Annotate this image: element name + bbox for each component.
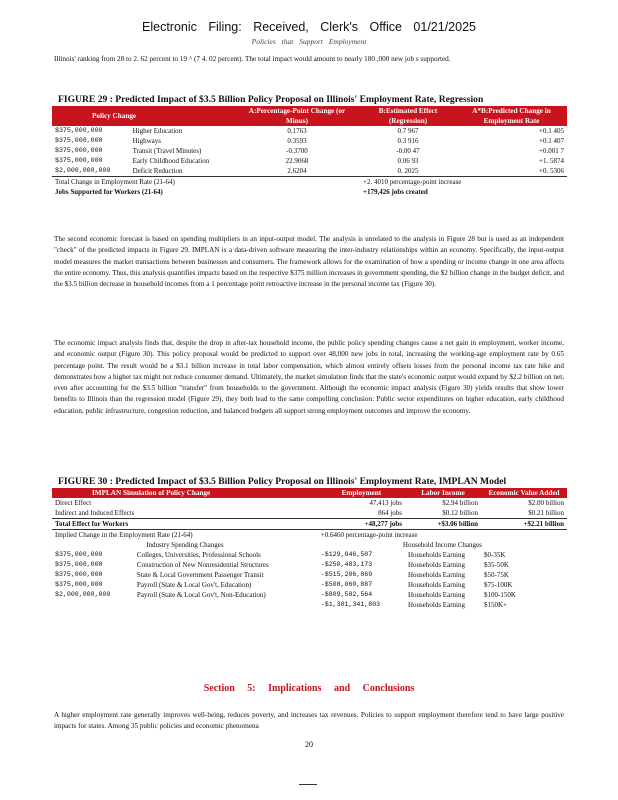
row-policy: Deficit Reduction xyxy=(132,167,183,175)
table-row xyxy=(52,600,567,610)
row-predicted: +0.001 7 xyxy=(539,147,564,155)
table-row xyxy=(52,136,567,146)
row-amount: $375,000,000 xyxy=(55,147,103,154)
page-number: 20 xyxy=(305,740,313,749)
total-employment: +48,277 jobs xyxy=(318,519,405,530)
running-header: Policies that Support Employment xyxy=(251,37,367,46)
household-label: Households Earning xyxy=(408,601,465,609)
total-economic-value: +$2.21 billion xyxy=(481,519,567,530)
household-label: Households Earning xyxy=(408,591,465,599)
implied-change-value: +0.6460 percentage-point increase xyxy=(318,530,567,541)
intro-paragraph: Illinois' ranking from 28 to 2. 62 percent to 19 ^ (7 4. 02 percent). The total impact would amount to nearly 180 ,000 new job s supported. xyxy=(54,55,451,63)
household-amount: -$508,060,887 xyxy=(320,581,373,588)
spend-amount: $375,000,000 xyxy=(55,571,103,578)
table-row xyxy=(52,126,567,136)
jobs-supported-label: Jobs Supported for Workers (21-64) xyxy=(55,188,163,196)
figure-30-table xyxy=(52,488,567,610)
household-label: Households Earning xyxy=(408,561,465,569)
jobs-supported-value: +179,426 jobs created xyxy=(363,188,428,196)
total-change-label: Total Change in Employment Rate (21-64) xyxy=(52,177,360,188)
row-amount: $375,000,000 xyxy=(55,127,103,134)
col-implan-simulation: IMPLAN Simulation of Policy Change xyxy=(52,488,318,498)
row-policy: Highways xyxy=(132,137,161,145)
table-row xyxy=(52,550,567,560)
row-effect-name: Indirect and Induced Effects xyxy=(55,509,135,517)
spend-industry: Colleges, Universities, Professional Schools xyxy=(136,551,261,559)
row-amount: $375,000,000 xyxy=(55,137,103,144)
total-labor-income: +$3.06 billion xyxy=(405,519,481,530)
household-range: $100-150K xyxy=(484,591,516,599)
row-policy: Higher Education xyxy=(132,127,183,135)
col-employment: Employment xyxy=(318,488,405,498)
total-effect-row xyxy=(52,519,567,530)
row-amount: $2,000,000,000 xyxy=(55,167,111,174)
col-labor-income: Labor Income xyxy=(405,488,481,498)
table-row xyxy=(52,166,567,177)
row-pct-change: 0.1763 xyxy=(287,127,307,135)
household-amount: -$1,301,341,803 xyxy=(320,601,381,608)
row-employment: 47,413 jobs xyxy=(369,499,402,507)
table-row xyxy=(52,590,567,600)
paragraph-implications: A higher employment rate generally improves well-being, reduces poverty, and increases tax revenues. Policies to support employment therefore tend to have large positive impacts for states. Among 35 public policies and economic phenomena xyxy=(54,711,564,731)
spend-amount: $375,000,000 xyxy=(55,581,103,588)
col-economic-value: Economic Value Added xyxy=(481,488,567,498)
household-label: Households Earning xyxy=(408,571,465,579)
col-policy-change: Policy Change xyxy=(52,106,234,126)
row-pct-change: 2.6204 xyxy=(287,167,307,175)
table-row xyxy=(52,156,567,166)
paragraph-implan-results: The economic impact analysis finds that, despite the drop in after-tax household income, the public policy spending changes cause a net gain in employment, worker income, and economic output (Figure 30). This policy proposal would be predicted to support over 48,000 new jobs in total, increasing the working-age employment rate by 0.65 percentage point. The result would be a $3.1 billion increase in total labor compensation, which almost entirely offsets losses from the personal income tax rate hike and demonstrates how a higher tax might not reduce consumer demand. Ultimately, the market simulation finds that the state's economic output would expand by $2.2 billion on net, even after accounting for the $3.5 billion "transfer" from households to the government. Although the economic impact analysis (Figure 30) yields results that show lower benefits to Illinois than the regression model (Figure 29), they both lead to the same compelling conclusion: Public sector expenditures on higher education, early childhood education, public infrastructure, congestion reduction, and balanced budgets all support strong employment outcomes and improve the economy. xyxy=(54,339,564,415)
row-policy: Early Childhood Education xyxy=(132,157,210,165)
spend-amount xyxy=(52,600,134,610)
row-policy: Transit (Travel Minutes) xyxy=(132,147,202,155)
total-change-value: +2. 4010 percentage-point increase xyxy=(360,177,567,188)
implied-change-label: Implied Change in the Employment Rate (21-64) xyxy=(52,530,318,541)
household-amount: -$250,483,173 xyxy=(320,561,373,568)
spend-industry: Payroll (State & Local Gov't, Non-Education) xyxy=(136,591,266,599)
total-effect-label: Total Effect for Workers xyxy=(52,519,318,530)
row-amount: $375,000,000 xyxy=(55,157,103,164)
row-effect: 0.3 916 xyxy=(397,137,419,145)
row-effect: -0.00 47 xyxy=(396,147,420,155)
jobs-supported-row xyxy=(52,187,567,197)
household-label: Households Earning xyxy=(408,581,465,589)
col-estimated-effect: B:Estimated Effect (Regression) xyxy=(360,106,456,126)
spend-industry: Payroll (State & Local Gov't, Education) xyxy=(136,581,252,589)
section-title: Section 5: Implications and Conclusions xyxy=(203,683,415,694)
spending-subheader-row xyxy=(52,540,567,550)
row-effect: 0.7 967 xyxy=(397,127,419,135)
row-economic-value: $0.21 billion xyxy=(528,509,564,517)
spend-industry: Construction of New Nonresidential Structures xyxy=(136,561,269,569)
table-row xyxy=(52,146,567,156)
row-economic-value: $2.00 billion xyxy=(528,499,564,507)
household-range: $50-75K xyxy=(484,571,509,579)
figure-30-title: FIGURE 30 : Predicted Impact of $3.5 Billion Policy Proposal on Illinois' Employment Rate, IMPLAN Model xyxy=(58,476,507,487)
spend-amount: $375,000,000 xyxy=(55,561,103,568)
implied-change-row xyxy=(52,530,567,541)
spend-amount: $2,000,000,000 xyxy=(55,591,111,598)
row-pct-change: -0.3700 xyxy=(286,147,308,155)
household-amount: -$129,046,507 xyxy=(320,551,373,558)
table-row xyxy=(52,580,567,590)
row-effect: 0. 2025 xyxy=(397,167,419,175)
figure-29-table xyxy=(52,106,567,197)
household-range: $75-100K xyxy=(484,581,513,589)
spend-industry xyxy=(134,600,318,610)
row-predicted: +0.1 407 xyxy=(539,137,564,145)
household-range: $0-35K xyxy=(484,551,506,559)
row-predicted: +0. 5306 xyxy=(539,167,564,175)
row-employment: 864 jobs xyxy=(378,509,402,517)
total-change-row xyxy=(52,177,567,188)
household-range: $35-50K xyxy=(484,561,509,569)
table-row xyxy=(52,560,567,570)
table-header-row xyxy=(52,106,567,126)
table-header-row xyxy=(52,488,567,498)
col-predicted-change: A*B:Predicted Change in Employment Rate xyxy=(456,106,567,126)
col-percentage-point: A:Percentage-Point Change (or Minus) xyxy=(234,106,360,126)
row-pct-change: 22.9068 xyxy=(285,157,309,165)
paragraph-implan-method: The second economic forecast is based on spending multipliers in an input-output model. The analysis is unrelated to the analysis in Figure 28 but is used as an independent "check" of the predicted impacts in Figure 29. IMPLAN is a data-driven software measuring the inter-industry relationships within an economy. Specifically, the input-output model measures the market transactions between businesses and consumers. The framework allows for the examination of how a spending or income change in one area affects the entire economy. Thus, this analysis quantifies impacts based on the respective $375 million increases in government spending, the $2 billion change in the budget deficit, and the $3.5 billion decrease in household incomes from a 1 percentage point retroactive increase in the personal income tax (Figure 30). xyxy=(54,235,564,289)
household-amount: -$809,582,564 xyxy=(320,591,373,598)
spend-amount: $375,000,000 xyxy=(55,551,103,558)
figure-29-title: FIGURE 29 : Predicted Impact of $3.5 Billion Policy Proposal on Illinois' Employment Rate, Regression xyxy=(58,94,484,105)
footer-rule xyxy=(299,784,317,785)
table-row xyxy=(52,508,567,519)
row-labor-income: $0.12 billion xyxy=(442,509,478,517)
row-pct-change: 0.3593 xyxy=(287,137,307,145)
row-effect: 0.06 93 xyxy=(397,157,419,165)
row-labor-income: $2.94 billion xyxy=(442,499,478,507)
household-range: $150K+ xyxy=(484,601,508,609)
table-row xyxy=(52,570,567,580)
industry-spending-header: Industry Spending Changes xyxy=(146,541,224,549)
filing-header: Electronic Filing: Received, Clerk's Office 01/21/2025 xyxy=(142,20,476,34)
row-effect-name: Direct Effect xyxy=(55,499,92,507)
household-amount: -$515,206,869 xyxy=(320,571,373,578)
row-predicted: +0.1 405 xyxy=(539,127,564,135)
household-label: Households Earning xyxy=(408,551,465,559)
table-row xyxy=(52,498,567,508)
household-income-header: Household Income Changes xyxy=(402,541,482,549)
row-predicted: +1. 5874 xyxy=(539,157,564,165)
spend-industry: State & Local Government Passenger Transit xyxy=(136,571,264,579)
